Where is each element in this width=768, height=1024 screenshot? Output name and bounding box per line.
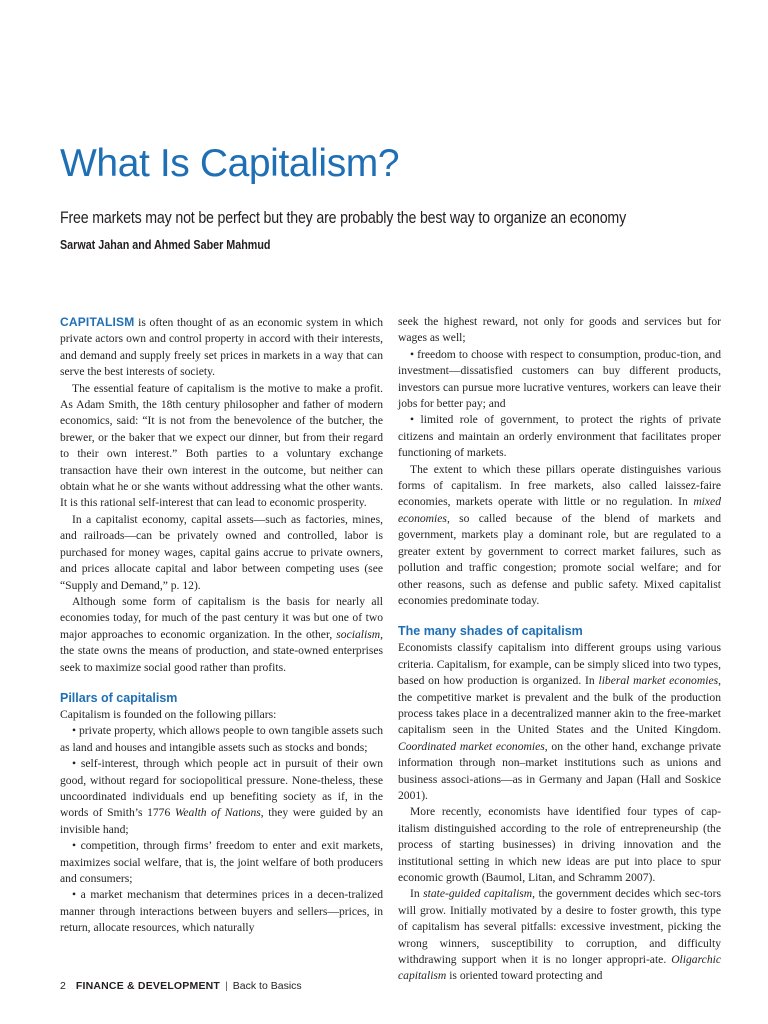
paragraph-text: , the state owns the means of production, and state-owned enterprises seek to maximize social good rather than profits. [60, 627, 383, 674]
magazine-name: FINANCE & DEVELOPMENT [75, 980, 221, 992]
paragraph: In a capitalist economy, capital assets—such as factories, mines, and railroads—can be privately owned and controlled, labor is purchased for money wages, capital gains accrue to private owners, and prices allocate capital and labor between competing uses (see “Supply and Demand,” p. 12). [60, 512, 383, 592]
paragraph-text: is often thought of as an economic system in which private actors own and control property in accord with their interests, and demand and supply freely set prices in markets in a way that can serve the best interests of society. [60, 316, 383, 379]
section-name: Back to Basics [232, 980, 302, 992]
bullet-item: • freedom to choose with respect to consumption, produc-tion, and investment—dissatisfied customers can buy different products, investors can pursue more lucrative ventures, workers can leave their jobs for better pay; and [398, 347, 721, 411]
paragraph-text: , they were guided by an invisible hand; [60, 806, 383, 836]
article-authors: Sarwat Jahan and Ahmed Saber Mahmud [60, 238, 271, 252]
bullet-item: • competition, through firms’ freedom to enter and exit markets, maximizes social welfare, that is, the joint welfare of both producers and consumers; [60, 839, 383, 885]
section-heading-shades: The many shades of capitalism [398, 624, 583, 639]
paragraph: The essential feature of capitalism is the motive to make a profit. As Adam Smith, the 18th century philosopher and father of modern economics, said: “It is not from the benevolence of the butcher, the brewer, or the baker that we expect our dinner, but from their regard to their own interest.” Both parties to a voluntary exchange transaction have their own interest in the outcome, but neither can obtain what he or she wants without addressing what the other wants. It is this rational self-interest that can lead to economic prosperity. [60, 381, 383, 510]
italic-term: Oligarchic capitalism [398, 953, 721, 983]
footer-separator: | [225, 980, 228, 992]
paragraph: seek the highest reward, not only for goods and services but for wages as well; [398, 315, 721, 345]
paragraph: Capitalism is founded on the following pillars: [60, 707, 277, 721]
paragraph-text: The extent to which these pillars operate distinguishes various forms of capitalism. In free markets, also called laissez-faire economies, markets operate with little or no regulation. In [398, 462, 721, 509]
bullet-item [60, 756, 383, 838]
paragraph [398, 886, 721, 984]
right-column [398, 314, 721, 985]
paragraph [398, 462, 721, 610]
paragraph-text: Although some form of capitalism is the basis for nearly all economies today, for much of the past century it was but one of two major approaches to economic organization. In the other, [60, 594, 383, 641]
article-subtitle: Free markets may not be perfect but they are probably the best way to organize an economy [60, 209, 627, 227]
page-number: 2 [60, 980, 66, 992]
paragraph-text: , the government decides which sec-tors will grow. Initially motivated by a desire to foster growth, this type of capitalism has several pitfalls: excessive investment, picking the wrong winners, susceptibility to corruption, and difficulty withdrawing support when it is no longer appropri-ate. [398, 887, 721, 967]
italic-term: liberal market economies [598, 674, 719, 688]
italic-term: socialism [336, 627, 381, 641]
paragraph [60, 314, 383, 381]
paragraph [60, 594, 383, 676]
paragraph-text: , the competitive market is prevalent and the bulk of the production process takes place in a decentralized manner akin to the free-market capitalism seen in the United States and the United Kingdom. [398, 674, 722, 737]
section-heading-pillars: Pillars of capitalism [60, 690, 178, 705]
italic-term: Wealth of Nations [174, 806, 261, 820]
paragraph-text: In [410, 887, 424, 901]
left-column [60, 314, 383, 937]
paragraph-text: , on the other hand, exchange private information through non–market institutions such as unions and business associ-ations—as in Germany and Japan (Hall and Soskice 2001). [398, 739, 721, 802]
italic-term: mixed economies [398, 495, 721, 525]
bullet-item: • a market mechanism that determines prices in a decen-tralized manner through interactions between buyers and sellers—prices, in return, allocate resources, which naturally [60, 888, 383, 935]
paragraph-text: • self-interest, through which people act in pursuit of their own good, without regard for sociopolitical pressure. None-theless, these uncoordinated individuals end up benefiting society as if, in the words of Smith’s 1776 [60, 757, 383, 820]
paragraph [398, 640, 721, 804]
italic-term: Coordinated market economies [398, 739, 545, 753]
paragraph-text: Economists classify capitalism into different groups using various criteria. Capitalism, for example, can be simply sliced into two types, based on how production is organized. In [398, 641, 721, 688]
bullet-item: • private property, which allows people to own tangible assets such as land and houses and intangible assets such as stocks and bonds; [60, 724, 383, 754]
page-footer [60, 980, 302, 992]
paragraph-text: , so called because of the blend of markets and government, markets play a dominant role, but are regulated to a greater extent by government to correct market failures, such as pollution and traffic congestion; promote social welfare; and for other reasons, such as defense and public safety. Mixed capitalist economies predominate today. [398, 511, 721, 607]
italic-term: state-guided capitalism [423, 887, 533, 901]
bullet-item: • limited role of government, to protect the rights of private citizens and maintain an orderly environment that facilitates proper functioning of markets. [398, 413, 721, 460]
lead-in-word: CAPITALISM [60, 315, 135, 329]
paragraph-text: is oriented toward protecting and [446, 969, 603, 983]
article-title: What Is Capitalism? [60, 142, 400, 185]
paragraph: More recently, economists have identified four types of cap-italism distinguished according to the role of entrepreneurship (the process of starting businesses) in driving innovation and the institutional setting in which new ideas are put into place to spur economic growth (Baumol, Litan, and Schramm 2007). [398, 805, 721, 884]
